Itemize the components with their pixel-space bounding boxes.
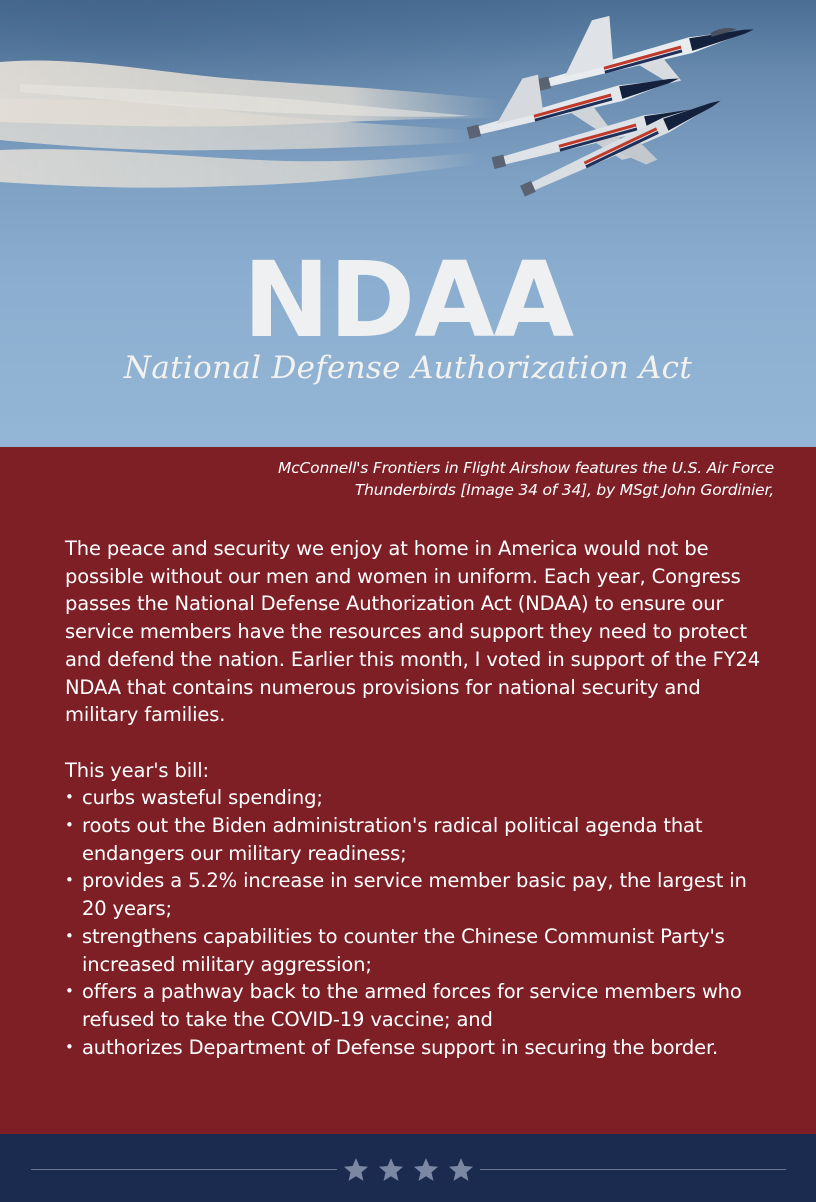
footer-divider-right — [480, 1169, 786, 1170]
hero-title: NDAA — [242, 239, 574, 361]
list-item-text: curbs wasteful spending; — [82, 786, 323, 810]
intro-paragraph: The peace and security we enjoy at home in America would not be possible without our men and women in uniform. Each year, Congress passes the National Defense Authorization Act (NDAA) to ensure our service members have the resources and support they need to protect and defend the nation. Earlier this month, I voted in support of the FY24 NDAA that contains numerous provisions for national security and military families. — [65, 537, 760, 727]
footer-band — [0, 1134, 816, 1202]
list-item-text: offers a pathway back to the armed forces for service members who refused to take the COVID-19 vaccine; and — [82, 980, 742, 1031]
footer-stars — [337, 1151, 480, 1189]
list-heading: This year's bill: — [65, 758, 209, 782]
caption-line: McConnell's Frontiers in Flight Airshow features the U.S. Air Force — [278, 459, 774, 477]
bullet-icon: • — [65, 788, 74, 807]
bullet-icon: • — [65, 816, 74, 835]
list-item — [65, 867, 765, 922]
list-item — [65, 923, 765, 978]
header-image — [0, 0, 816, 447]
list-item — [65, 1034, 765, 1062]
bullet-icon: • — [65, 982, 74, 1001]
star-icon — [447, 1156, 475, 1184]
list-item — [65, 784, 765, 812]
article-body — [65, 535, 765, 1061]
list-item — [65, 978, 765, 1033]
list-item-text: provides a 5.2% increase in service member basic pay, the largest in 20 years; — [82, 869, 747, 921]
bill-provisions-list — [65, 784, 765, 1061]
bullet-icon: • — [65, 926, 74, 945]
list-item-text: roots out the Biden administration's radical political agenda that endangers our military readiness; — [82, 814, 703, 865]
list-item-text: strengthens capabilities to counter the Chinese Communist Party's increased military aggression; — [82, 924, 725, 976]
bullet-icon: • — [65, 1037, 74, 1056]
footer-divider-left — [31, 1169, 337, 1170]
photo-caption — [200, 457, 774, 501]
caption-line: Thunderbirds [Image 34 of 34], by MSgt John Gordinier, — [354, 481, 774, 499]
list-item-text: authorizes Department of Defense support in securing the border. — [82, 1035, 719, 1059]
hero-subtitle: National Defense Authorization Act — [123, 350, 693, 386]
list-item — [65, 812, 765, 867]
star-icon — [377, 1156, 405, 1184]
bullet-icon: • — [65, 871, 74, 890]
star-icon — [342, 1156, 370, 1184]
star-icon — [412, 1156, 440, 1184]
